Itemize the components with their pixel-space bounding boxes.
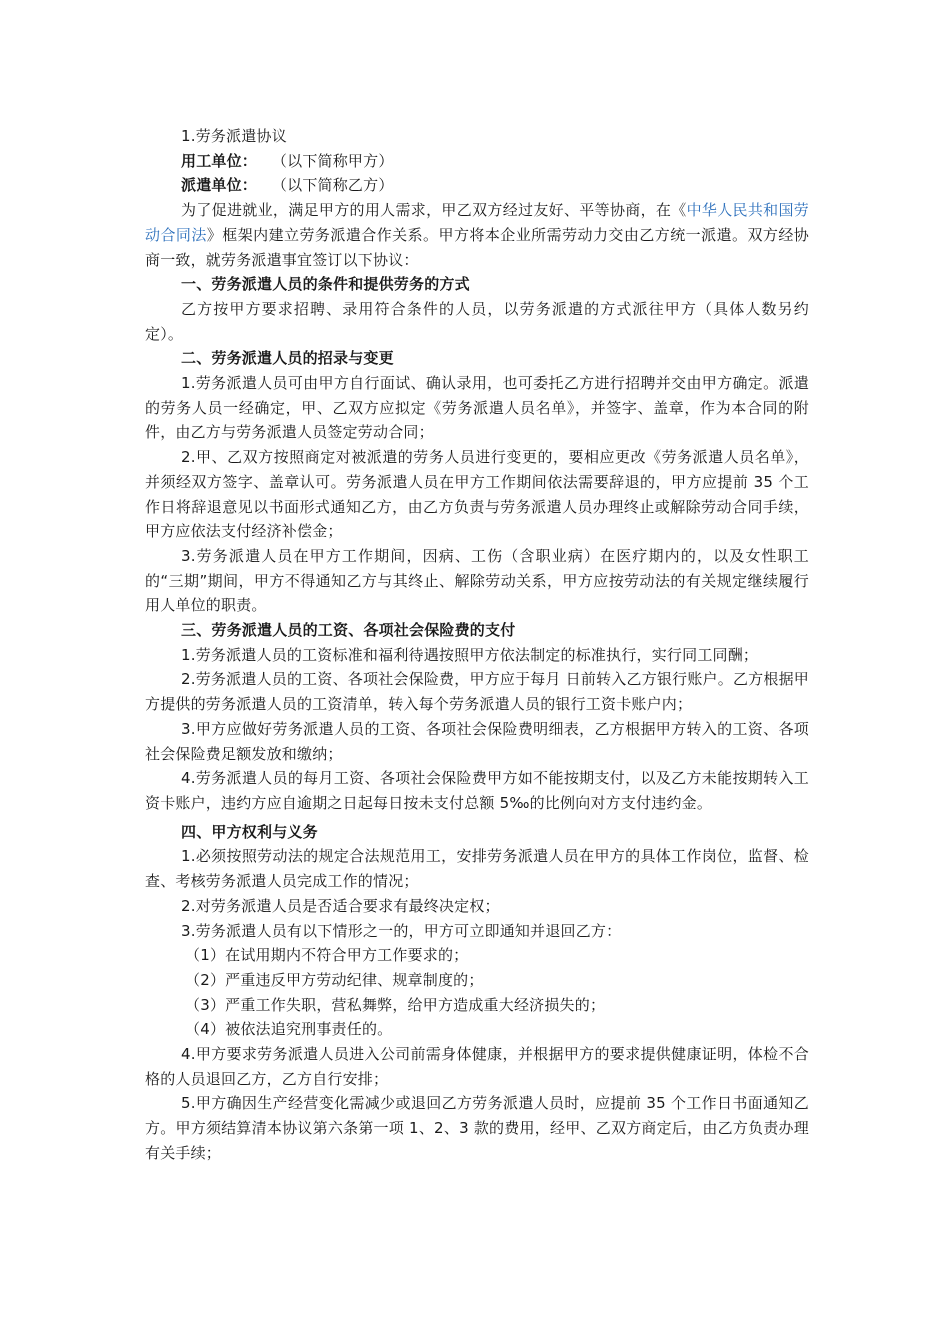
- section-2-paragraph-2: 2.甲、乙双方按照商定对被派遣的劳务人员进行变更的，要相应更改《劳务派遣人员名单》，并须经双方签字、盖章认可。劳务派遣人员在甲方工作期间依法需要辞退的，甲方应提前 35 个工作日将辞退意见以书面形式通知乙方，由乙方负责与劳务派遣人员办理终止或解除劳动合同手续，甲方应依法支付经济补偿金；: [145, 448, 809, 541]
- section-4-heading: 四、甲方权利与义务: [181, 822, 318, 841]
- intro-text-pre: 为了促进就业，满足甲方的用人需求，甲乙双方经过友好、平等协商，在《: [181, 201, 687, 220]
- doc-title: 1.劳务派遣协议: [181, 127, 287, 145]
- section-1-heading: 一、劳务派遣人员的条件和提供劳务的方式: [181, 275, 470, 294]
- section-3-paragraph-4: 4.劳务派遣人员的每月工资、各项社会保险费甲方如不能按期支付，以及乙方未能按期转入工资卡账户，违约方应自逾期之日起每日按未支付总额 5‰的比例向对方支付违约金。: [145, 769, 809, 812]
- section-4-item-2: （2）严重违反甲方劳动纪律、规章制度的；: [185, 970, 484, 989]
- section-3-heading: 三、劳务派遣人员的工资、各项社会保险费的支付: [181, 621, 516, 640]
- labor-law-link[interactable]: 中华人民共和国劳动合同法: [145, 201, 810, 244]
- section-4-item-1: （1）在试用期内不符合甲方工作要求的；: [185, 946, 469, 965]
- employer-note: （以下简称甲方）: [271, 151, 394, 170]
- section-2-heading: 二、劳务派遣人员的招录与变更: [181, 349, 394, 368]
- section-4-item-3: （3）严重工作失职，营私舞弊，给甲方造成重大经济损失的；: [185, 995, 606, 1014]
- section-4-item-4: （4）被依法追究刑事责任的。: [185, 1020, 393, 1039]
- section-4-paragraph-3: 3.劳务派遣人员有以下情形之一的，甲方可立即通知并退回乙方：: [181, 921, 622, 940]
- section-3-paragraph-2: 2.劳务派遣人员的工资、各项社会保险费，甲方应于每月 日前转入乙方银行账户。乙方根据甲方提供的劳务派遣人员的工资清单，转入每个劳务派遣人员的银行工资卡账户内；: [145, 670, 809, 714]
- section-4-paragraph-1: 1.必须按照劳动法的规定合法规范用工，安排劳务派遣人员在甲方的具体工作岗位，监督、检查、考核劳务派遣人员完成工作的情况；: [145, 847, 809, 891]
- section-3-paragraph-3: 3.甲方应做好劳务派遣人员的工资、各项社会保险费明细表，乙方根据甲方转入的工资、各项社会保险费足额发放和缴纳；: [145, 719, 809, 763]
- dispatcher-line: [145, 173, 809, 198]
- employer-label: 用工单位：: [181, 151, 258, 170]
- intro-text-post: 》框架内建立劳务派遣合作关系。甲方将本企业所需劳动力交由乙方统一派遣。双方经协商一致，就劳务派遣事宜签订以下协议：: [145, 225, 809, 269]
- document-body: [145, 124, 809, 1166]
- section-4-paragraph-2: 2.对劳务派遣人员是否适合要求有最终决定权；: [181, 896, 500, 915]
- dispatcher-label: 派遣单位：: [181, 176, 258, 195]
- dispatcher-note: （以下简称乙方）: [271, 176, 394, 195]
- section-3-paragraph-1: 1.劳务派遣人员的工资标准和福利待遇按照甲方依法制定的标准执行，实行同工同酬；: [181, 645, 759, 664]
- section-4-paragraph-5: 5.甲方确因生产经营变化需减少或退回乙方劳务派遣人员时，应提前 35 个工作日书面通知乙方。甲方须结算清本协议第六条第一项 1、2、3 款的费用，经甲、乙双方商定后，由乙方负责办理有关手续；: [145, 1094, 809, 1162]
- section-1-paragraph-1: 乙方按甲方要求招聘、录用符合条件的人员，以劳务派遣的方式派往甲方（具体人数另约定）。: [145, 299, 809, 343]
- section-2-paragraph-3: 3.劳务派遣人员在甲方工作期间，因病、工伤（含职业病）在医疗期内的，以及女性职工的“三期”期间，甲方不得通知乙方与其终止、解除劳动关系，甲方应按劳动法的有关规定继续履行用人单位的职责。: [145, 546, 809, 615]
- intro-paragraph: [145, 198, 809, 272]
- employer-line: [145, 149, 809, 174]
- section-4-paragraph-4: 4.甲方要求劳务派遣人员进入公司前需身体健康，并根据甲方的要求提供健康证明，体检不合格的人员退回乙方，乙方自行安排；: [145, 1045, 809, 1088]
- section-2-paragraph-1: 1.劳务派遣人员可由甲方自行面试、确认录用，也可委托乙方进行招聘并交由甲方确定。派遣的劳务人员一经确定，甲、乙双方应拟定《劳务派遣人员名单》，并签字、盖章，作为本合同的附件，由乙方与劳务派遣人员签定劳动合同；: [145, 374, 809, 442]
